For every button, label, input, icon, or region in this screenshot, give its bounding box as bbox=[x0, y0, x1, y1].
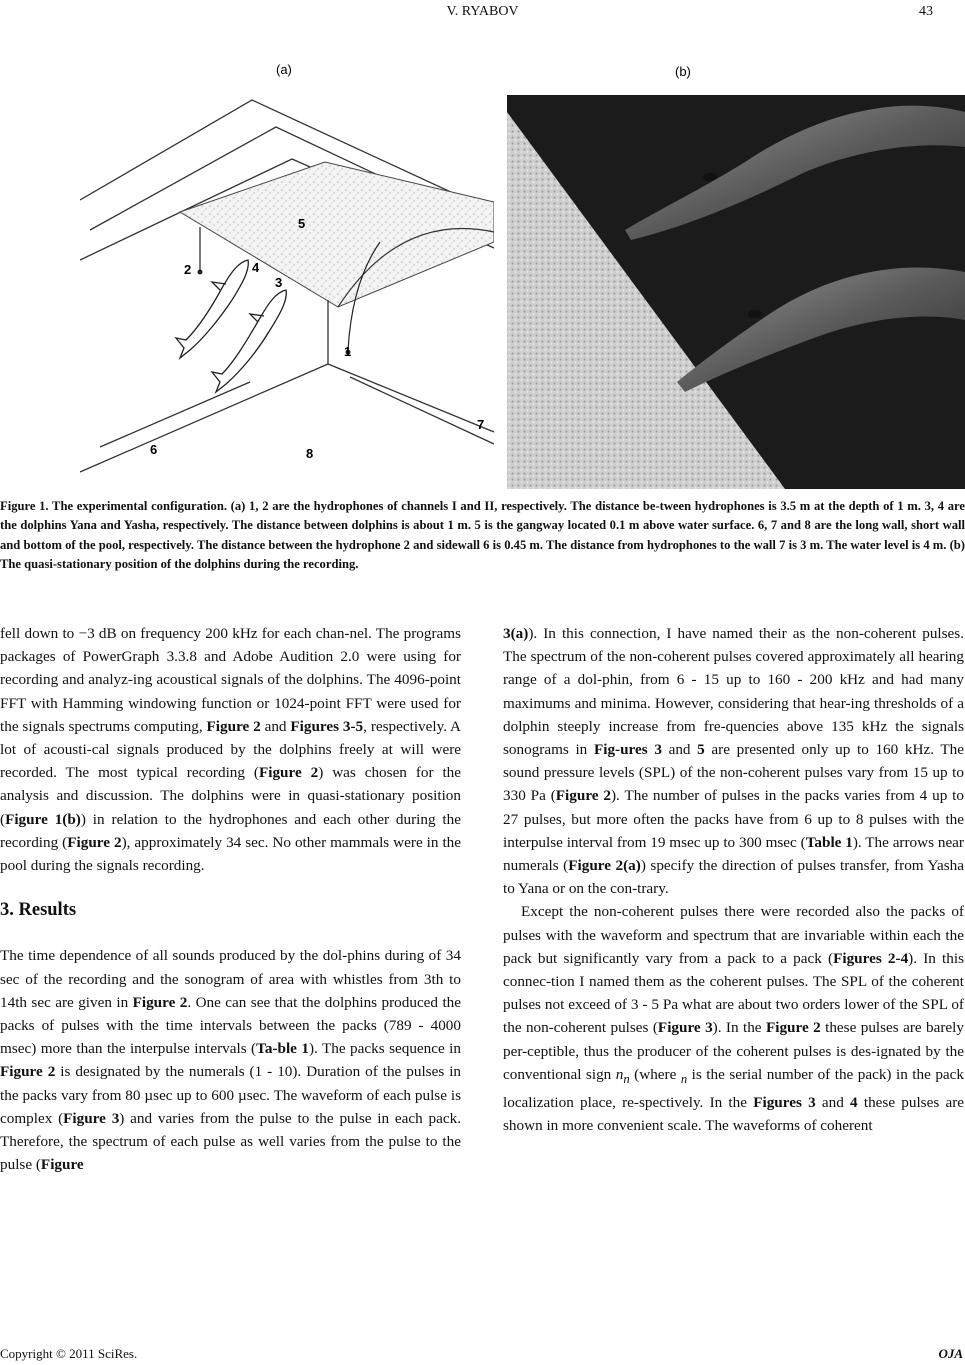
ref-table-1: Table 1 bbox=[805, 833, 853, 851]
label-1: 1 bbox=[344, 344, 352, 359]
ref-figure-4: 4 bbox=[850, 1094, 858, 1112]
caption-label: Figure 1. bbox=[0, 499, 49, 513]
label-3: 3 bbox=[275, 275, 283, 290]
pool-diagram-svg bbox=[80, 52, 494, 489]
left-column bbox=[0, 622, 461, 1176]
label-4: 4 bbox=[252, 260, 260, 275]
label-6: 6 bbox=[150, 442, 158, 457]
ref-figure-2: Figure 2 bbox=[555, 787, 611, 805]
ref-figure-1b: Figure 1(b) bbox=[5, 810, 81, 828]
right-paragraph-2: Except the non-coherent pulses there were recorded also the packs of pulses with the waveform and spectrum that are invariable within each the pack but significantly vary from a pack to a pack (Figures 2-4). In this connec-tion I named them as the coherent pulses. The SPL of the coherent pulses not exceed of 3 - 5 Pa what are about two orders lower of the SPL of the non-coherent pulses (Figure 3). In the Figure 2 these pulses are barely per-ceptible, thus the producer of the coherent pulses is des-ignated by the conventional sign $n_n$ (where $_n$ is the serial number of the pack) in the pack localization place, re-spectively. In the Figures 3 and 4 these pulses are shown in more convenient scale. The waveforms of coherent bbox=[503, 903, 965, 1135]
page-number: 43 bbox=[919, 4, 933, 19]
ref-figure-2: Figure 2 bbox=[67, 833, 122, 851]
ref-figure-5: 5 bbox=[697, 741, 705, 759]
right-column bbox=[503, 622, 964, 1138]
figure-caption bbox=[0, 497, 965, 574]
symbol-n-subscript: n bbox=[623, 1071, 630, 1086]
dolphin-photo-svg bbox=[505, 52, 965, 489]
label-7: 7 bbox=[477, 417, 485, 432]
ref-figure: Figure bbox=[40, 1156, 84, 1174]
label-2: 2 bbox=[184, 262, 192, 277]
running-head bbox=[0, 4, 965, 26]
ref-figure-2: Figure 2 bbox=[132, 993, 188, 1011]
caption-text: The experimental configuration. (a) 1, 2 are the hydrophones of channels I and II, respectively. The distance be-tween hydrophones is 3.5 m at the depth of 1 m. 3, 4 are the dolphins Yana and Yasha, respectively. The distance between dolphins is about 1 m. 5 is the gangway located 0.1 m above water surface. 6, 7 and 8 are the long wall, short wall and bottom of the pool, respectively. The distance between the hydrophone 2 and sidewall 6 is 0.45 m. The distance from hydrophones to the wall 7 is 3 m. The water level is 4 m. (b) The quasi-stationary position of the dolphins during the recording. bbox=[0, 499, 965, 571]
left-paragraph-2: The time dependence of all sounds produced by the dol-phins during of 34 sec of the recording and the sonogram of area with whistles from 3th to 14th sec are given in Figure 2. One can see that the dolphins produced the packs of pulses with the time intervals between the packs (789 - 4000 msec) more than the interpulse intervals (Ta-ble 1). The packs sequence in Figure 2 is designated by the numerals (1 - 10). Duration of the pulses in the packs vary from 80 µsec up to 600 µsec. The waveform of each pulse is complex (Figure 3) and varies from the pulse to the pulse in each pack. Therefore, the spectrum of each pulse as well varies from the pulse to the pulse (Figure bbox=[0, 947, 462, 1174]
label-8: 8 bbox=[306, 446, 314, 461]
panel-a-label: (a) bbox=[276, 62, 292, 77]
footer-copyright: Copyright © 2011 SciRes. bbox=[0, 1346, 138, 1361]
ref-figure-2: Figure 2 bbox=[765, 1019, 821, 1037]
ref-figure-2: Figure 2 bbox=[258, 764, 319, 782]
right-paragraph-1: 3(a)). In this connection, I have named their as the non-coherent pulses. The spectrum of the non-coherent pulses covered approximately all hearing range of a dol-phin, from 6 - 15 up to 160 - 200 kHz and had many maximums and minima. However, considering that hear-ing thresholds of a dolphin steeply increase from fre-quencies above 135 kHz the signals sonograms in Fig-ures 3 and 5 are presented only up to 160 kHz. The sound pressure levels (SPL) of the non-coherent pulses vary from 15 up to 330 Pa (Figure 2). The number of pulses in the packs varies from 4 up to 27 pulses, but more often the packs have from 6 up to 8 pulses with the interpulse interval from 19 msec up to 300 msec (Table 1). The arrows near numerals (Figure 2(a)) specify the direction of pulses transfer, from Yasha to Yana or on the con-trary. bbox=[503, 625, 964, 898]
left-paragraph-1: fell down to −3 dB on frequency 200 kHz for each chan-nel. The programs packages of PowerGraph 3.3.8 and Adobe Audition 2.0 were using for recording and analyz-ing acoustical signals of the dolphins. The 4096-point FFT with Hamming windowing function or 1024-point FFT were used for the signals spectrums computing, Figure 2 and Figures 3-5, respectively. A lot of acousti-cal signals produced by the dolphins freely at will were recorded. The most typical recording (Figure 2) was chosen for the analysis and discussion. The dolphins were in quasi-stationary position (Figure 1(b)) in relation to the hydrophones and each other during the recording (Figure 2), approximately 34 sec. No other mammals were in the pool during the signals recording. bbox=[0, 625, 462, 875]
ref-figures-2-4: Figures 2-4 bbox=[833, 949, 909, 967]
ref-table-1: Ta-ble 1 bbox=[256, 1040, 309, 1058]
ref-figure-2: Figure 2 bbox=[206, 717, 261, 735]
ref-figure-2: Figure 2 bbox=[0, 1063, 56, 1081]
ref-figure-3a: 3(a) bbox=[503, 625, 529, 642]
ref-figures-3: Fig-ures 3 bbox=[593, 741, 662, 759]
footer-journal: OJA bbox=[938, 1346, 963, 1361]
ref-figures-3-5: Figures 3-5 bbox=[290, 717, 364, 735]
figure-1a-diagram bbox=[80, 52, 494, 489]
running-head-author: V. RYABOV bbox=[446, 4, 519, 19]
figure-1b-photo bbox=[505, 52, 965, 489]
symbol-n-subscript: n bbox=[680, 1071, 688, 1086]
panel-b-label: (b) bbox=[675, 64, 691, 79]
section-heading-results: 3. Results bbox=[0, 900, 77, 921]
hydrophone-2 bbox=[198, 270, 203, 275]
ref-figure-3: Figure 3 bbox=[657, 1019, 713, 1037]
ref-figure-2a: Figure 2(a) bbox=[568, 857, 641, 875]
label-5: 5 bbox=[298, 216, 306, 231]
ref-figure-3: Figure 3 bbox=[63, 1109, 120, 1127]
ref-figures-3: Figures 3 bbox=[753, 1094, 816, 1112]
symbol-n: n bbox=[615, 1065, 624, 1083]
